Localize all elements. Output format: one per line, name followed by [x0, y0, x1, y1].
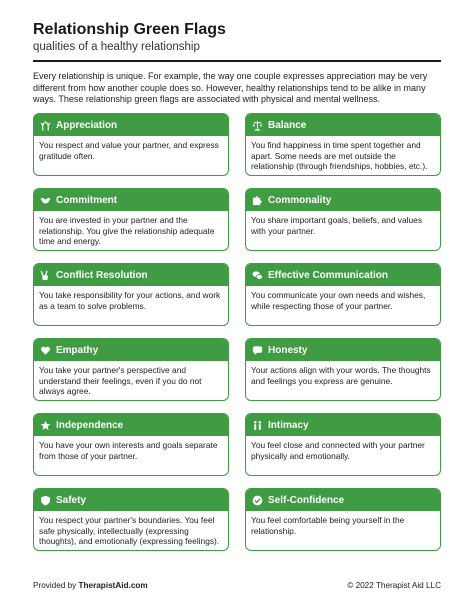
shield-icon: [39, 494, 51, 506]
peace-hand-icon: [39, 269, 51, 281]
card-appreciation: [33, 113, 229, 176]
card-header: [34, 189, 228, 211]
card-header: [246, 114, 440, 136]
hands-raised-icon: [39, 119, 51, 131]
card-description: You feel comfortable being yourself in the relationship.: [251, 515, 405, 536]
card-title: Independence: [56, 419, 124, 431]
card-header: [34, 489, 228, 511]
card-title: Commitment: [56, 194, 118, 206]
card-header: [246, 264, 440, 286]
puzzle-icon: [251, 194, 263, 206]
card-honesty: [245, 338, 441, 401]
card-independence: [33, 413, 229, 476]
card-balance: [245, 113, 441, 176]
card-description: You find happiness in time spent together and apart. Some needs are met outside the relationship (through friendships, hobbies, etc.).: [251, 140, 428, 172]
couple-icon: [251, 419, 263, 431]
card-intimacy: [245, 413, 441, 476]
card-header: [246, 339, 440, 361]
card-description: You take responsibility for your actions, and work as a team to solve problems.: [39, 290, 221, 311]
card-header: [246, 189, 440, 211]
card-header: [34, 339, 228, 361]
card-self-confidence: [245, 488, 441, 551]
intro-paragraph: Every relationship is unique. For example, the way one couple expresses appreciation may be very different from how another couple does so. However, healthy relationships tend to be alike in many ways. These relationship green flags are associated with physical and mental wellness.: [33, 71, 428, 105]
card-header: [246, 489, 440, 511]
footer: [33, 581, 441, 590]
footer-provider-link[interactable]: TherapistAid.com: [78, 581, 148, 590]
header-divider: [33, 60, 441, 62]
card-title: Commonality: [268, 194, 332, 206]
page-subtitle: qualities of a healthy relationship: [33, 41, 200, 53]
card-description: Your actions align with your words. The thoughts and feelings you express are genuine.: [251, 365, 431, 386]
scale-icon: [251, 119, 263, 131]
green-flags-grid: [33, 113, 441, 551]
card-header: [34, 114, 228, 136]
footer-provider: [33, 581, 148, 590]
card-description: You share important goals, beliefs, and values with your partner.: [251, 215, 423, 236]
check-badge-icon: [251, 494, 263, 506]
card-empathy: [33, 338, 229, 401]
footer-provider-prefix: Provided by: [33, 581, 79, 590]
card-header: [246, 414, 440, 436]
heart-icon: [39, 344, 51, 356]
card-effective-communication: [245, 263, 441, 326]
page-title: Relationship Green Flags: [33, 21, 226, 38]
card-title: Effective Communication: [268, 269, 389, 281]
card-header: [34, 264, 228, 286]
card-title: Conflict Resolution: [56, 269, 148, 281]
card-description: You communicate your own needs and wishes, while respecting those of your partner.: [251, 290, 426, 311]
card-description: You respect your partner's boundaries. You feel safe physically, intellectually (expressing thoughts), and emotionally (expressing feelings).: [39, 515, 220, 547]
card-description: You feel close and connected with your partner physically and emotionally.: [251, 440, 425, 461]
page-header: [33, 20, 441, 55]
card-description: You take your partner's perspective and understand their feelings, even if you do not always agree.: [39, 365, 202, 397]
card-commitment: [33, 188, 229, 251]
card-title: Honesty: [268, 344, 308, 356]
card-description: You are invested in your partner and the relationship. You give the relationship adequate time and energy.: [39, 215, 215, 247]
card-title: Safety: [56, 494, 87, 506]
card-title: Self-Confidence: [268, 494, 345, 506]
star-icon: [39, 419, 51, 431]
chat-bubbles-icon: [251, 269, 263, 281]
card-description: You have your own interests and goals separate from those of your partner.: [39, 440, 218, 461]
card-safety: [33, 488, 229, 551]
card-title: Balance: [268, 119, 307, 131]
card-title: Appreciation: [56, 119, 118, 131]
card-description: You respect and value your partner, and express gratitude often.: [39, 140, 219, 161]
handshake-icon: [39, 194, 51, 206]
card-title: Empathy: [56, 344, 99, 356]
card-header: [34, 414, 228, 436]
card-commonality: [245, 188, 441, 251]
speech-bubble-icon: [251, 344, 263, 356]
card-title: Intimacy: [268, 419, 309, 431]
footer-copyright: © 2022 Therapist Aid LLC: [347, 581, 441, 590]
card-conflict-resolution: [33, 263, 229, 326]
